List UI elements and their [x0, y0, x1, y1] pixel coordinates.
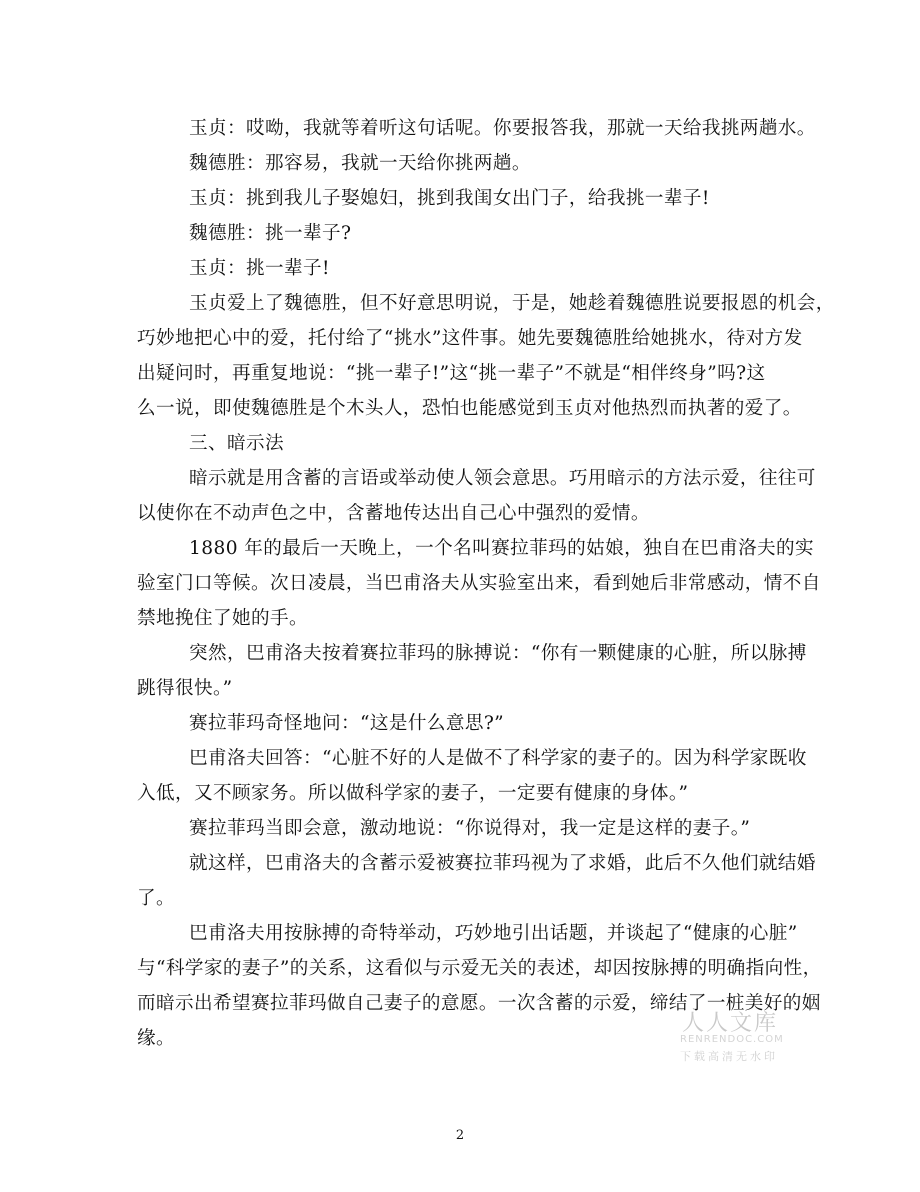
text-line: 玉贞：哎呦，我就等着听这句话呢。你要报答我，那就一天给我挑两趟水。 — [189, 118, 816, 139]
text-line: 以使你在不动声色之中，含蓄地传达出自己心中强烈的爱情。 — [137, 503, 650, 524]
text-line: 入低，又不顾家务。所以做科学家的妻子，一定要有健康的身体。” — [137, 783, 689, 804]
text-line: 巧妙地把心中的爱，托付给了“挑水”这件事。她先要魏德胜给她挑水，待对方发 — [137, 328, 803, 349]
text-line: 玉贞：挑到我儿子娶媳妇，挑到我闺女出门子，给我挑一辈子! — [189, 188, 710, 209]
text-line: 1880 年的最后一天晚上，一个名叫赛拉菲玛的姑娘，独自在巴甫洛夫的实 — [189, 538, 815, 559]
text-line: 玉贞：挑一辈子! — [189, 258, 330, 279]
text-line: 与“科学家的妻子”的关系，这看似与示爱无关的表述，却因按脉搏的明确指向性， — [137, 958, 822, 979]
text-line: 了。 — [137, 888, 175, 909]
text-line: 魏德胜：那容易，我就一天给你挑两趟。 — [189, 153, 531, 174]
text-line: 魏德胜：挑一辈子? — [189, 223, 352, 244]
text-line: 巴甫洛夫回答：“心脏不好的人是做不了科学家的妻子的。因为科学家既收 — [189, 748, 807, 769]
text-line: 跳得很快。” — [137, 678, 233, 699]
text-line: 巴甫洛夫用按脉搏的奇特举动，巧妙地引出话题，并谈起了“健康的心脏” — [189, 923, 798, 944]
watermark — [672, 1006, 792, 1070]
text-line: 验室门口等候。次日凌晨，当巴甫洛夫从实验室出来，看到她后非常感动，情不自 — [137, 573, 821, 594]
text-line: 禁地挽住了她的手。 — [137, 608, 308, 629]
section-heading: 三、暗示法 — [189, 433, 284, 454]
page-number: 2 — [455, 1128, 465, 1143]
text-line: 出疑问时，再重复地说：“挑一辈子!”这“挑一辈子”不就是“相伴终身”吗?这 — [137, 363, 766, 384]
text-line: 赛拉菲玛当即会意，激动地说：“你说得对，我一定是这样的妻子。” — [189, 818, 751, 839]
text-line: 缘。 — [137, 1028, 175, 1049]
watermark-subtitle: 下载高清无水印 — [680, 1050, 778, 1063]
watermark-url: RENRENDOC.COM — [680, 1034, 784, 1045]
text-line: 就这样，巴甫洛夫的含蓄示爱被赛拉菲玛视为了求婚，此后不久他们就结婚 — [189, 853, 816, 874]
text-line: 而暗示出希望赛拉菲玛做自己妻子的意愿。一次含蓄的示爱，缔结了一桩美好的姻 — [137, 993, 821, 1014]
text-line: 突然，巴甫洛夫按着赛拉菲玛的脉搏说：“你有一颗健康的心脏，所以脉搏 — [189, 643, 807, 664]
text-line: 玉贞爱上了魏德胜，但不好意思明说，于是，她趁着魏德胜说要报恩的机会， — [189, 293, 835, 314]
watermark-title: 人人文库 — [682, 1011, 779, 1036]
text-line: 么一说，即使魏德胜是个木头人，恐怕也能感觉到玉贞对他热烈而执著的爱了。 — [137, 398, 802, 419]
text-line: 赛拉菲玛奇怪地问：“这是什么意思?” — [189, 713, 505, 734]
text-line: 暗示就是用含蓄的言语或举动使人领会意思。巧用暗示的方法示爱，往往可 — [189, 468, 816, 489]
